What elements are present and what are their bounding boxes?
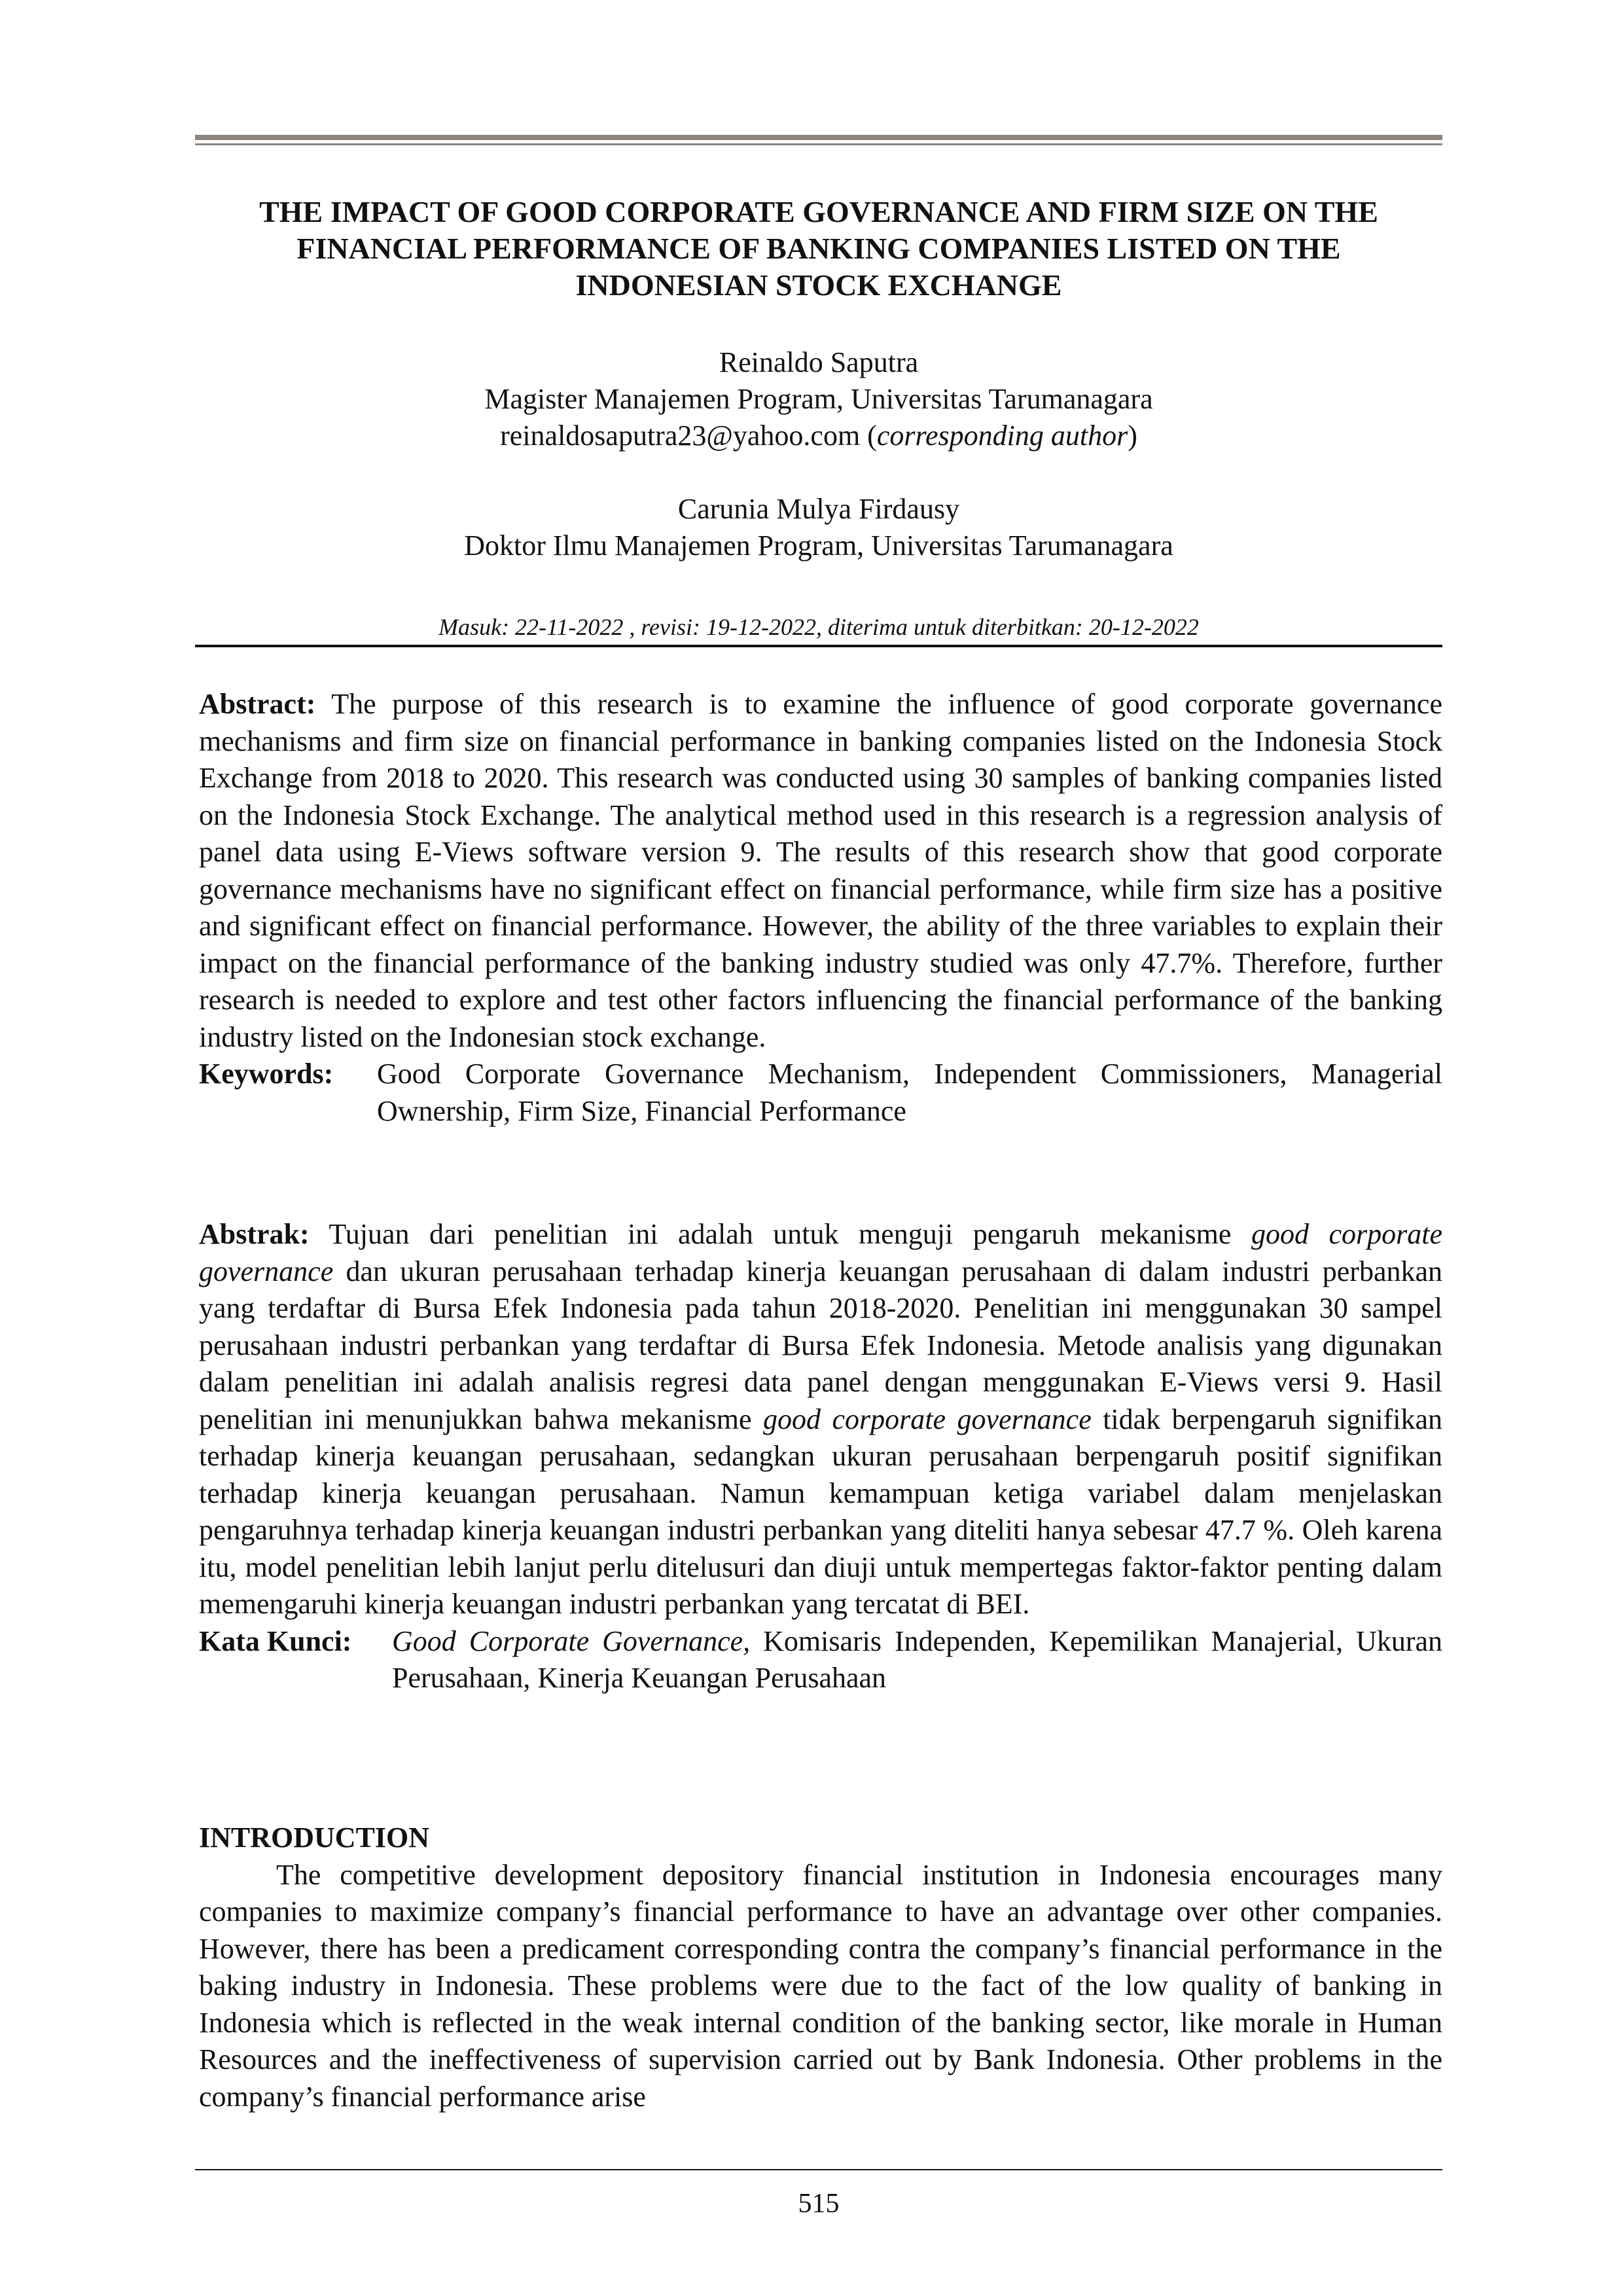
section-heading: INTRODUCTION <box>199 1821 430 1854</box>
author-affiliation: Doktor Ilmu Manajemen Program, Universitas Tarumanagara <box>464 529 1173 562</box>
submission-dates: Masuk: 22-11-2022 , revisi: 19-12-2022, diterima untuk diterbitkan: 20-12-2022 <box>438 614 1199 640</box>
header-double-rule <box>195 135 1442 145</box>
abstrak-text: tidak berpengaruh signifikan terhadap kinerja keuangan perusahaan, sedangkan ukuran perusahaan berpengaruh positif signifikan terhadap kinerja keuangan perusahaan. Namun kemampuan ketiga variabel dalam menjelaskan pengaruhnya terhadap kinerja keuangan industri perbankan yang diteliti hanya sebesar 47.7 %. Oleh karena itu, model penelitian lebih lanjut perlu ditelusuri dan diuji untuk mempertegas faktor-faktor penting dalam memengaruhi kinerja keuangan industri perbankan yang tercatat di BEI. <box>199 1403 1442 1620</box>
keywords-row <box>199 1056 1442 1130</box>
abstrak-paragraph <box>199 1216 1442 1623</box>
abstract-label: Abstract: <box>199 688 316 720</box>
paper-title <box>195 194 1442 304</box>
author-contact: reinaldosaputra23@yahoo.com (corresponding author) <box>500 420 1137 452</box>
author-name: Carunia Mulya Firdausy <box>677 493 960 525</box>
abstrak-label: Abstrak: <box>199 1218 310 1250</box>
dates-divider <box>195 645 1442 647</box>
abstrak-text: dan ukuran perusahaan terhadap kinerja keuangan perusahaan di dalam industri perbankan yang terdaftar di Bursa Efek Indonesia pada tahun 2018-2020. Penelitian ini menggunakan 30 sampel perusahaan industri perbankan yang terdaftar di Bursa Efek Indonesia. Metode analisis yang digunakan dalam penelitian ini adalah analisis regresi data panel dengan menggunakan E-Views versi 9. Hasil penelitian ini menunjukkan bahwa mekanisme <box>199 1255 1443 1435</box>
abstrak-section <box>199 1216 1442 1697</box>
abstract-paragraph <box>199 686 1442 1056</box>
footer-rule <box>195 2169 1442 2170</box>
title-line: INDONESIAN STOCK EXCHANGE <box>575 268 1062 302</box>
introduction-section <box>199 1820 1442 2115</box>
kata-kunci-terms: Komisaris Independen, Kepemilikan Manajerial, Ukuran Perusahaan, Kinerja Keuangan Perusahaan <box>392 1624 1443 1694</box>
keywords-label: Keywords: <box>199 1058 334 1090</box>
author-email: reinaldosaputra23@yahoo.com <box>500 420 861 452</box>
page-number: 515 <box>798 2189 840 2219</box>
keywords-text: Good Corporate Governance Mechanism, Independent Commissioners, Managerial Ownership, Firm Size, Financial Performance <box>377 1058 1442 1127</box>
author-name: Reinaldo Saputra <box>719 346 919 378</box>
kata-kunci-row <box>199 1623 1442 1697</box>
title-line: FINANCIAL PERFORMANCE OF BANKING COMPANIES LISTED ON THE <box>296 232 1341 265</box>
title-line: THE IMPACT OF GOOD CORPORATE GOVERNANCE AND FIRM SIZE ON THE <box>259 195 1378 228</box>
kata-kunci-italic: Good Corporate Governance, <box>392 1624 751 1657</box>
abstrak-text: Tujuan dari penelitian ini adalah untuk menguji pengaruh mekanisme <box>329 1218 1232 1250</box>
author-affiliation: Magister Manajemen Program, Universitas Tarumanagara <box>484 383 1153 415</box>
abstract-text: The purpose of this research is to examine the influence of good corporate governance mechanisms and firm size on financial performance in banking companies listed on the Indonesia Stock Exchange from 2018 to 2020. This research was conducted using 30 samples of banking companies listed on the Indonesia Stock Exchange. The analytical method used in this research is a regression analysis of panel data using E-Views software version 9. The results of this research show that good corporate governance mechanisms have no significant effect on financial performance, while firm size has a positive and significant effect on financial performance. However, the ability of the three variables to explain their impact on the financial performance of the banking industry studied was only 47.7%. Therefore, further research is needed to explore and test other factors influencing the financial performance of the banking industry listed on the Indonesian stock exchange. <box>199 688 1442 1053</box>
corresponding-author-note: corresponding author <box>876 420 1128 452</box>
author-block <box>195 344 1442 564</box>
abstrak-italic-term: good corporate governance <box>763 1403 1092 1435</box>
abstract-section <box>199 686 1442 1130</box>
kata-kunci-text <box>379 1623 1442 1697</box>
kata-kunci-label: Kata Kunci: <box>199 1624 352 1657</box>
abstrak-italic-term: good corporate governance <box>199 1218 1442 1287</box>
introduction-paragraph: The competitive development depository financial institution in Indonesia encourages many companies to maximize company’s financial performance to have an advantage over other companies. However, there has been a predicament corresponding contra the company’s financial performance in the baking industry in Indonesia. These problems were due to the fact of the low quality of banking in Indonesia which is reflected in the weak internal condition of the banking sector, like morale in Human Resources and the ineffectiveness of supervision carried out by Bank Indonesia. Other problems in the company’s financial performance arise <box>199 1858 1442 2113</box>
